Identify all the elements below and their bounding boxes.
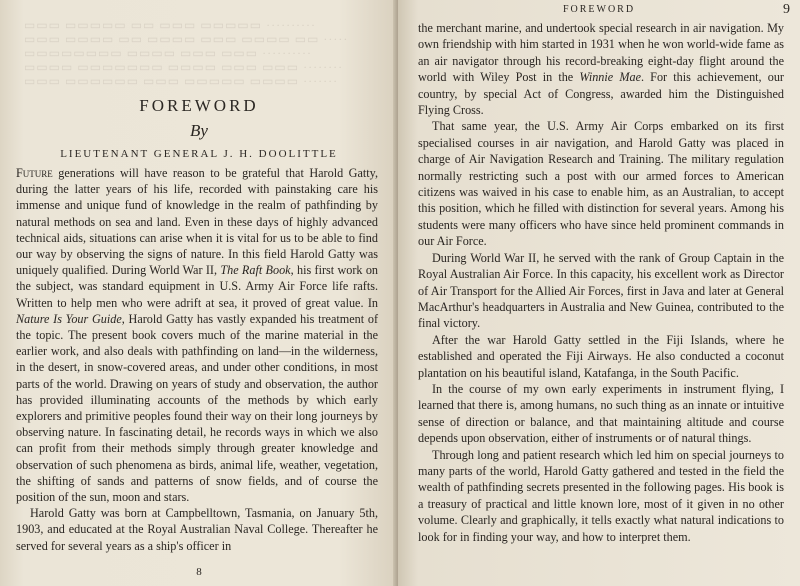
paragraph-text: the merchant marine, and undertook special research in air navigation. My own friendship with him started in 1931 when he won world-wide fame as an air navigator through his record-breaking eight-day flight around the world with Wiley Post in the — [418, 21, 784, 85]
paragraph: That same year, the U.S. Army Air Corps embarked on its first specialised courses in air navigation, and Harold Gatty was placed in charge of Air Navigation Research and Training. The military regulation normally restricting such a post with our armed forces to American citizens was waived in his case to enable him, as an Australian, to accept this position, which he filled with distinction for several years. Among his students were many officers who have since held prominent commands in our Air Force. — [418, 119, 784, 249]
page-number-right: 9 — [783, 2, 790, 17]
byline-by: By — [190, 121, 208, 140]
running-head — [398, 2, 800, 20]
paragraph-text: , Harold Gatty has vastly expanded his treatment of the topic. The present book covers much of the marine material in the earlier work, and also deals with pathfinding on land—in the wilderness, in the desert, in snow-covered areas, and under other conditions, in most parts of the world. Drawing on years of study and observation, the author has provided illuminating accounts of the methods by which early explorers and primitive peoples found their way on their long journeys by observing nature. In fascinating detail, he records ways in which we also can profit from their methods simply through greater knowledge and observation of such phenomena as birds, animal life, weather, vegetation, the shifting of sands and patterns of snow fields, and of course the position of the sun, moon and stars. — [16, 311, 378, 505]
paragraph: In the course of my own early experiments in instrument flying, I learned that there is, among humans, no such thing as an innate or intuitive sense of direction or balance, and that maintaining altitude and course depends upon observation, either of instruments or of natural things. — [418, 381, 784, 446]
author-name: LIEUTENANT GENERAL J. H. DOOLITTLE — [60, 148, 338, 160]
paragraph: After the war Harold Gatty settled in the Fiji Islands, where he established and operated the Fiji Airways. He also conducted a coconut plantation on his beautiful island, Katafanga, in the South Pacific. — [418, 332, 784, 380]
running-head-title: FOREWORD — [562, 4, 636, 15]
aircraft-name: Winnie Mae — [579, 70, 641, 85]
left-page-body — [16, 165, 378, 554]
paragraph-text: . For this achievement, our country, by special Act of Congress, awarded him the Distinguished Flying Cross. — [418, 70, 784, 118]
paragraph — [418, 20, 784, 118]
right-page-body — [418, 20, 784, 545]
book-title: The Raft Book — [220, 263, 291, 278]
paragraph-text: , his first work on the subject, was standard equipment in U.S. Army Air Force life rafts. Written to help men who were adrift at sea, it proved of great value. In — [16, 263, 379, 310]
page-number-left: 8 — [196, 566, 202, 578]
paragraph-text: generations will have reason to be grateful that Harold Gatty, during the latter years of his life, recorded with painstaking care his immense and unique fund of knowledge in the realm of pathfinding by natural methods on sea and land. Even in these days of highly advanced technical aids, situations can arise when it is vital for us to be able to find our way by observing the signs of nature. In this field Harold Gatty was uniquely qualified. During World War II, — [16, 166, 378, 278]
paragraph: Through long and patient research which led him on special journeys to many parts of the world, Harold Gatty gathered and tested in the field the wealth of pathfinding secrets presented in the following pages. His book is a treasury of practical and little known lore, most of it given in no other volume. Clearly and graphically, it tells exactly what natural indications to look for in finding your way, and how to interpret them. — [418, 447, 784, 544]
chapter-title: FOREWORD — [139, 96, 259, 115]
opening-word: Future — [16, 166, 53, 180]
book-title: Nature Is Your Guide — [16, 311, 122, 326]
paragraph: Harold Gatty was born at Campbelltown, Tasmania, on January 5th, 1903, and educated at the Royal Australian Naval College. Thereafter he served for several years as a ship's officer in — [16, 506, 378, 553]
paragraph: During World War II, he served with the rank of Group Captain in the Royal Australian Air Force. In this capacity, his excellent work as Director of Air Transport for the Allied Air Forces, first in Java and later at General MacArthur's headquarters in Australia and New Guinea, contributed to the final victory. — [418, 250, 784, 331]
paragraph — [16, 165, 378, 505]
bleed-through: ▭▭▭ ▭▭▭▭▭ ▭▭ ▭▭▭ ▭▭▭▭▭ ·········· ▭▭▭ ▭▭▭▭ ▭▭ ▭▭▭▭ ▭▭▭ ▭▭▭▭ ▭▭ ····· ▭▭▭▭▭▭▭▭ ▭▭▭▭ ▭▭▭ ▭▭▭ ·········· ▭▭▭▭ ▭▭▭▭▭▭▭ ▭▭▭▭ ▭▭▭ ▭▭▭ ········ ▭▭▭ ▭▭▭▭▭▭ ▭▭▭ ▭▭▭▭▭ ▭▭▭▭ ······· — [24, 18, 349, 88]
